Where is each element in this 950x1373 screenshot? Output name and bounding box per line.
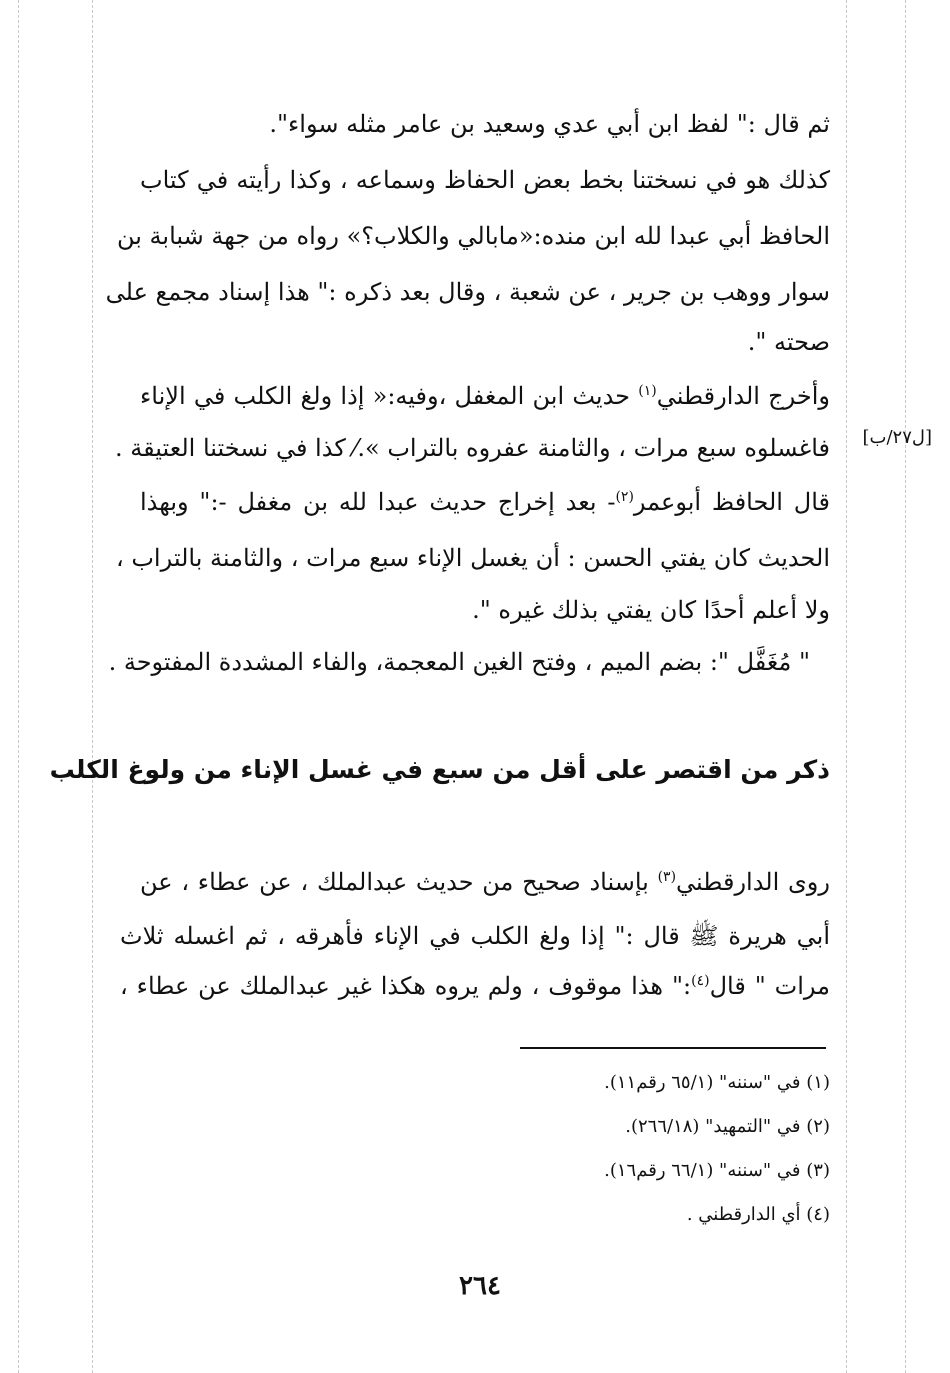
text-line: أبي هريرة ﷺ قال :" إذا ولغ الكلب في الإناء فأهرقه ، ثم اغسله ثلاث [120,922,830,950]
text-segment: وأخرج الدارقطني [656,382,831,410]
text-line [140,376,830,416]
footnote: (٢) في "التمهيد" (٢٦٦/١٨). [625,1116,830,1137]
text-segment: حديث ابن المغفل ،وفيه:« إذا ولغ الكلب في الإناء [140,382,639,410]
text-segment: - بعد إخراج حديث عبدا لله بن مغفل -:" وبهذا [140,488,616,516]
text-segment: :" هذا موقوف ، ولم يروه هكذا غير عبدالملك عن عطاء ، [120,972,692,1000]
text-segment: روى الدارقطني [676,868,830,896]
footnote: (١) في "سننه" (٦٥/١ رقم١١). [604,1072,830,1093]
text-segment: قال الحافظ أبوعمر [633,488,830,516]
section-heading: ذكر من اقتصر على أقل من سبع في غسل الإناء من ولوغ الكلب [49,755,830,784]
text-line: " مُغَفَّل ": بضم الميم ، وفتح الغين المعجمة، والفاء المشددة المفتوحة . [108,648,810,676]
guide-line-left [18,0,19,1373]
text-line: فاغسلوه سبع مرات ، والثامنة عفروه بالتراب ».⁄ كذا في نسختنا العتيقة . [115,434,830,462]
text-segment: مرات " قال [709,972,830,1000]
guide-line-right-inner [846,0,847,1373]
text-line: ولا أعلم أحدًا كان يفتي بذلك غيره ". [472,596,830,624]
guide-line-left-inner [92,0,93,1373]
footnote-ref: (٢) [615,489,634,505]
text-line: الحافظ أبي عبدا لله ابن منده:«مابالي والكلاب؟» رواه من جهة شبابة بن [116,222,830,250]
text-line: ثم قال :" لفظ ابن أبي عدي وسعيد بن عامر مثله سواء". [269,110,830,138]
footnote-ref: (٤) [691,973,710,989]
footnote-ref: (١) [638,383,657,399]
text-line: كذلك هو في نسختنا بخط بعض الحفاظ وسماعه ، وكذا رأيته في كتاب [140,166,830,194]
text-line: الحديث كان يفتي الحسن : أن يغسل الإناء سبع مرات ، والثامنة بالتراب ، [115,544,830,572]
text-segment: بإسناد صحيح من حديث عبدالملك ، عن عطاء ، عن [140,868,658,896]
footnote-separator [520,1047,826,1049]
footnote-ref: (٣) [657,869,677,885]
text-line: صحته ". [747,328,830,356]
text-line [140,482,830,522]
text-line [120,966,830,1006]
footnote: (٤) أي الدارقطني . [686,1204,830,1225]
page-number: ٢٦٤ [459,1271,501,1301]
guide-line-right [905,0,906,1373]
text-line [140,862,830,902]
footnote: (٣) في "سننه" (٦٦/١ رقم١٦). [604,1160,830,1181]
manuscript-folio-marker: [ل٢٧/ب] [862,427,932,448]
text-line: سوار ووهب بن جرير ، عن شعبة ، وقال بعد ذكره :" هذا إسناد مجمع على [105,278,830,306]
